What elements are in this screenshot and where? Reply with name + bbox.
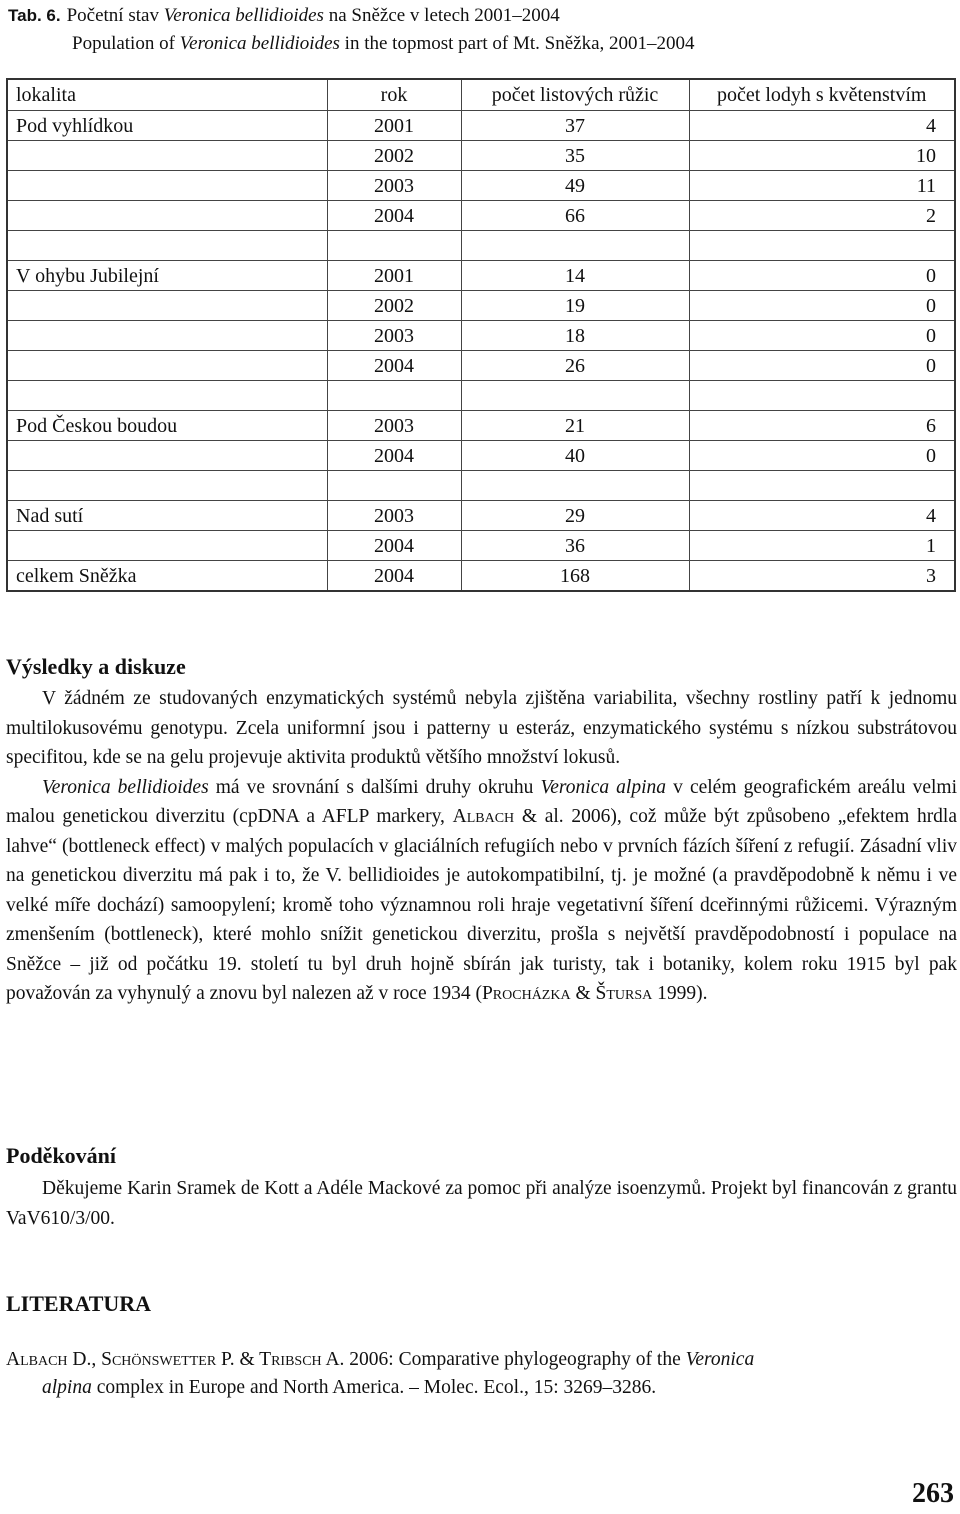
- cell-rok: 2004: [327, 531, 461, 561]
- cell-lokalita: [7, 291, 327, 321]
- results-paragraph-1: V žádném ze studovaných enzymatických systémů nebyla zjištěna variabilita, všechny rostliny patří k jednomu multilokusovému genotypu. Zcela uniformní jsou i patterny u esteráz, enzymatického systému s nízkou substrátovou specifitou, kde se na gelu projevuje aktivita produktů většího množství lokusů.: [6, 688, 957, 768]
- table-row: [7, 531, 955, 561]
- cell-rosettes: 40: [461, 441, 689, 471]
- cell-rok: 2004: [327, 441, 461, 471]
- cell-flowering-stems: 0: [689, 291, 955, 321]
- cell-lokalita: Pod Českou boudou: [7, 411, 327, 441]
- cell-lokalita: [7, 531, 327, 561]
- cell-flowering-stems: 6: [689, 411, 955, 441]
- cell-rok: 2001: [327, 261, 461, 291]
- cell-flowering-stems: [689, 381, 955, 411]
- cell-flowering-stems: 11: [689, 171, 955, 201]
- table-row: [7, 441, 955, 471]
- cell-rosettes: 26: [461, 351, 689, 381]
- cell-rosettes: 29: [461, 501, 689, 531]
- table-caption: [8, 2, 695, 58]
- header-lokalita: lokalita: [7, 79, 327, 111]
- cell-rok: 2003: [327, 501, 461, 531]
- acknowledgements-text: Děkujeme Karin Sramek de Kott a Adéle Mackové za pomoc při analýze isoenzymů. Projekt byl financován z grantu VaV610/3/00.: [6, 1178, 957, 1229]
- header-flowering-stems: počet lodyh s květenstvím: [689, 79, 955, 111]
- acknowledgements-heading: Poděkování: [6, 1143, 117, 1168]
- cell-rosettes: 37: [461, 111, 689, 141]
- cell-flowering-stems: [689, 471, 955, 501]
- cell-flowering-stems: 10: [689, 141, 955, 171]
- cell-rosettes: [461, 231, 689, 261]
- cell-rosettes: 168: [461, 561, 689, 592]
- results-heading: Výsledky a diskuze: [6, 654, 186, 679]
- cell-lokalita: [7, 321, 327, 351]
- cell-rosettes: 49: [461, 171, 689, 201]
- reference-item: Albach D., Schönswetter P. & Tribsch A. 2006: Comparative phylogeography of the Veronica alpina complex in Europe and North America. – Molec. Ecol., 15: 3269–3286.: [6, 1349, 755, 1398]
- results-text: [6, 684, 957, 1009]
- cell-rok: 2004: [327, 201, 461, 231]
- table-row: [7, 231, 955, 261]
- header-rosettes: počet listových růžic: [461, 79, 689, 111]
- cell-rosettes: 66: [461, 201, 689, 231]
- cell-lokalita: [7, 471, 327, 501]
- cell-rok: [327, 231, 461, 261]
- table-row: [7, 381, 955, 411]
- cell-rok: 2003: [327, 321, 461, 351]
- cell-flowering-stems: 3: [689, 561, 955, 592]
- table-row: [7, 321, 955, 351]
- page-number: 263: [912, 1478, 954, 1509]
- cell-rok: 2002: [327, 291, 461, 321]
- cell-flowering-stems: 0: [689, 321, 955, 351]
- table-row: [7, 411, 955, 441]
- table-row: [7, 201, 955, 231]
- cell-rosettes: 18: [461, 321, 689, 351]
- table-row: [7, 291, 955, 321]
- cell-rok: 2003: [327, 411, 461, 441]
- caption-label: Tab. 6.: [8, 6, 61, 25]
- table-row: [7, 141, 955, 171]
- cell-lokalita: V ohybu Jubilejní: [7, 261, 327, 291]
- cell-flowering-stems: 4: [689, 111, 955, 141]
- cell-lokalita: celkem Sněžka: [7, 561, 327, 592]
- cell-lokalita: Pod vyhlídkou: [7, 111, 327, 141]
- table-row: [7, 261, 955, 291]
- cell-rosettes: 36: [461, 531, 689, 561]
- cell-rok: 2002: [327, 141, 461, 171]
- cell-lokalita: [7, 201, 327, 231]
- cell-rosettes: 14: [461, 261, 689, 291]
- results-paragraph-2: Veronica bellidioides má ve srovnání s dalšími druhy okruhu Veronica alpina v celém geografickém areálu velmi malou genetickou diverzitu (cpDNA a AFLP markery, Albach & al. 2006), což může být způsobeno „efektem hrdla lahve“ (bottleneck effect) v malých populacích v glaciálních refugiích nebo v prvních fázích šíření z refugií. Zásadní vliv na genetickou diverzitu má pak i to, že V. bellidioides je autokompatibilní, tj. je možné (a pravděpodobně k němu i ve velké míře dochází) samoopylení; kromě toho významnou roli hraje vegetativní šíření dceřinnými růžicemi. Výrazným zmenšením (bottleneck), které mohlo snížit genetickou diverzitu, prošla s největší pravděpodobností i populace na Sněžce – již od počátku 19. století tu byl druh hojně sbírán jak turisty, tak i botaniky, kolem roku 1915 byl pak považován za vyhynulý a znovu byl nalezen až v roce 1934 (Procházka & Štursa 1999).: [6, 776, 958, 1004]
- table-row: [7, 111, 955, 141]
- cell-rosettes: 19: [461, 291, 689, 321]
- table-row: [7, 171, 955, 201]
- cell-lokalita: [7, 141, 327, 171]
- caption-line-cz: Početní stav Veronica bellidioides na Sněžce v letech 2001–2004: [66, 5, 560, 26]
- table-row: [7, 471, 955, 501]
- cell-flowering-stems: [689, 231, 955, 261]
- cell-rok: [327, 471, 461, 501]
- cell-rok: 2001: [327, 111, 461, 141]
- cell-flowering-stems: 0: [689, 351, 955, 381]
- cell-lokalita: [7, 441, 327, 471]
- literature-heading: LITERATURA: [6, 1291, 152, 1316]
- cell-lokalita: [7, 381, 327, 411]
- cell-rosettes: 35: [461, 141, 689, 171]
- cell-rok: [327, 381, 461, 411]
- cell-flowering-stems: 0: [689, 441, 955, 471]
- cell-flowering-stems: 2: [689, 201, 955, 231]
- cell-lokalita: [7, 351, 327, 381]
- cell-lokalita: [7, 171, 327, 201]
- cell-rosettes: [461, 471, 689, 501]
- cell-rok: 2004: [327, 351, 461, 381]
- table-header-row: [7, 79, 955, 111]
- cell-rok: 2003: [327, 171, 461, 201]
- population-table: [6, 78, 956, 592]
- header-rok: rok: [327, 79, 461, 111]
- cell-flowering-stems: 4: [689, 501, 955, 531]
- table-row: [7, 501, 955, 531]
- cell-flowering-stems: 1: [689, 531, 955, 561]
- caption-line-en: Population of Veronica bellidioides in the topmost part of Mt. Sněžka, 2001–2004: [72, 33, 695, 54]
- cell-rosettes: 21: [461, 411, 689, 441]
- cell-rosettes: [461, 381, 689, 411]
- table-row: [7, 351, 955, 381]
- cell-lokalita: Nad sutí: [7, 501, 327, 531]
- cell-flowering-stems: 0: [689, 261, 955, 291]
- table-row: [7, 561, 955, 592]
- cell-rok: 2004: [327, 561, 461, 592]
- cell-lokalita: [7, 231, 327, 261]
